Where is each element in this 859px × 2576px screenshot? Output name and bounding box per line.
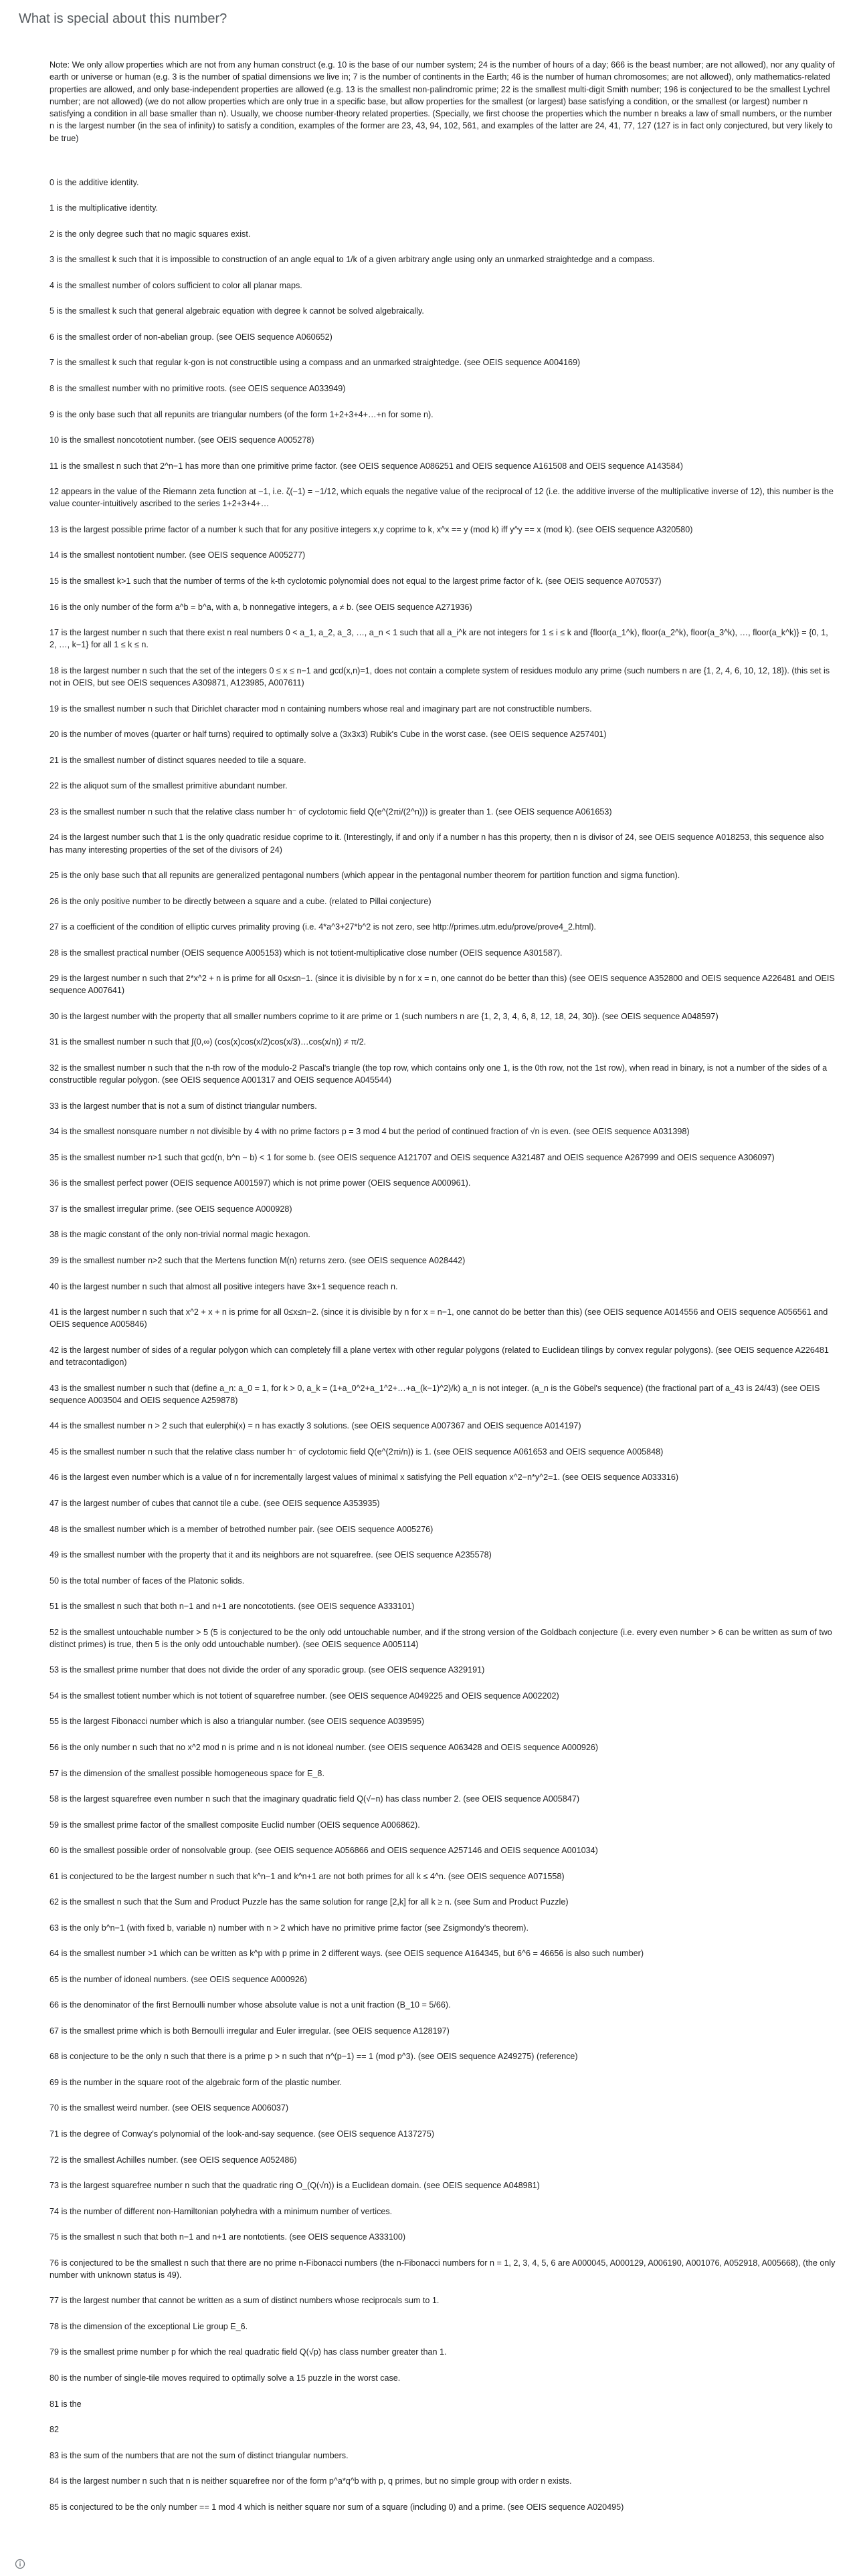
number-fact-61: 61 is conjectured to be the largest number n such that k^n−1 and k^n+1 are not both primes for all k ≤ 4^n. (see OEIS sequence A071558) [50, 1871, 565, 1881]
number-fact-22: 22 is the aliquot sum of the smallest primitive abundant number. [50, 781, 288, 791]
number-fact-3: 3 is the smallest k such that it is impossible to construction of an angle equal to 1/k of a given arbitrary angle using only an unmarked straightedge and a compass. [50, 255, 655, 265]
number-fact-43: 43 is the smallest number n such that (define a_n: a_0 = 1, for k > 0, a_k = (1+a_0^2+a_1^2+…+a_(k−1)^2)/k) a_n is not integer. (a_n is the Göbel's sequence) (the fractional part of a_43 is 24/43) (see OEIS sequence A003504 and OEIS sequence A259878) [50, 1383, 820, 1405]
number-fact-17: 17 is the largest number n such that there exist n real numbers 0 < a_1, a_2, a_3, …, a_n < 1 such that all a_i^k are not integers for 1 ≤ i ≤ k and {floor(a_1^k), floor(a_2^k), floor(a_3^k), …, floor(a_k^k)} = {0, 1, 2, …, k−1} for all 1 ≤ k ≤ n. [50, 628, 828, 650]
number-list [50, 177, 836, 2513]
number-fact-28: 28 is the smallest practical number (OEIS sequence A005153) which is not totient-multiplicative close number (OEIS sequence A301587). [50, 948, 563, 958]
number-fact-81: 81 is the [50, 2399, 82, 2409]
number-fact-41: 41 is the largest number n such that x^2 + x + n is prime for all 0≤x≤n−2. (since it is divisible by n for x = n−1, one cannot do be better than this) (see OEIS sequence A014556 and OEIS sequence A056561 and OEIS sequence A005846) [50, 1307, 828, 1329]
number-fact-77: 77 is the largest number that cannot be written as a sum of distinct numbers whose reciprocals sum to 1. [50, 2296, 440, 2306]
number-fact-38: 38 is the magic constant of the only non-trivial normal magic hexagon. [50, 1230, 310, 1240]
number-fact-71: 71 is the degree of Conway's polynomial of the look-and-say sequence. (see OEIS sequence A137275) [50, 2129, 435, 2139]
number-fact-6: 6 is the smallest order of non-abelian group. (see OEIS sequence A060652) [50, 332, 332, 342]
number-fact-58: 58 is the largest squarefree even number n such that the imaginary quadratic field Q(√−n) has class number 2. (see OEIS sequence A005847) [50, 1794, 580, 1804]
note-paragraph: Note: We only allow properties which are not from any human construct (e.g. 10 is the base of our number system; 24 is the number of hours of a day; 666 is the beast number; are not allowed), nor any quality of earth or universe or human (e.g. 3 is the number of spatial dimensions we live in; 7 is the number of continents in the Earth; 46 is the number of human chromosomes; are not allowed), only mathematics-related properties are allowed, and only base-independent properties are allowed (e.g. 13 is the smallest non-palindromic prime; 22 is the smallest multi-digit Smith number; 196 is conjectured to be the smallest Lychrel number; are not allowed) (we do not allow properties which are only true in a specific base, but allow properties for the smallest (or largest) base satisfying a condition, or the smallest (or largest) number n satisfying a condition in all base smaller than n). Usually, we choose number-theory related properties. (Specially, we first choose the properties which the number n breaks a law of small numbers, or the number n is the largest number (in the sea of infinity) to satisfy a condition, examples of the former are 23, 43, 94, 102, 561, and examples of the latter are 24, 41, 77, 127 (127 is in fact only conjectured, but very likely to be true) [50, 60, 835, 143]
page-title: What is special about this number? [19, 11, 227, 26]
info-icon[interactable] [15, 2559, 25, 2569]
number-fact-63: 63 is the only b^n−1 (with fixed b, variable n) number with n > 2 which have no primitive prime factor (see Zsigmondy's theorem). [50, 1923, 529, 1933]
number-fact-82: 82 [50, 2425, 60, 2435]
number-fact-4: 4 is the smallest number of colors sufficient to color all planar maps. [50, 280, 302, 290]
number-fact-32: 32 is the smallest number n such that the n-th row of the modulo-2 Pascal's triangle (the top row, which contains only one 1, is the 0th row, not the 1st row), when read in binary, is not a number of the sides of a constructible regular polygon. (see OEIS sequence A001317 and OEIS sequence A045544) [50, 1063, 828, 1085]
number-fact-69: 69 is the number in the square root of the algebraic form of the plastic number. [50, 2077, 342, 2087]
number-fact-75: 75 is the smallest n such that both n−1 and n+1 are nontotients. (see OEIS sequence A333100) [50, 2232, 406, 2242]
number-fact-74: 74 is the number of different non-Hamiltonian polyhedra with a minimum number of vertices. [50, 2206, 393, 2216]
number-fact-1: 1 is the multiplicative identity. [50, 203, 159, 213]
number-fact-10: 10 is the smallest noncototient number. (see OEIS sequence A005278) [50, 435, 314, 445]
number-fact-76: 76 is conjectured to be the smallest n such that there are no prime n-Fibonacci numbers (the n-Fibonacci numbers for n = 1, 2, 3, 4, 5, 6 are A000045, A000129, A006190, A001076, A052918, A005668), (the only number with unknown status is 49). [50, 2258, 836, 2280]
number-fact-27: 27 is a coefficient of the condition of elliptic curves primality proving (i.e. 4*a^3+27*b^2 is not zero, see http://primes.utm.edu/prove/prove4_2.html). [50, 922, 596, 932]
number-fact-60: 60 is the smallest possible order of nonsolvable group. (see OEIS sequence A056866 and OEIS sequence A257146 and OEIS sequence A001034) [50, 1846, 598, 1856]
number-fact-47: 47 is the largest number of cubes that cannot tile a cube. (see OEIS sequence A353935) [50, 1498, 380, 1508]
number-fact-35: 35 is the smallest number n>1 such that gcd(n, b^n − b) < 1 for some b. (see OEIS sequence A121707 and OEIS sequence A321487 and OEIS sequence A267999 and OEIS sequence A306097) [50, 1152, 775, 1162]
number-fact-33: 33 is the largest number that is not a sum of distinct triangular numbers. [50, 1101, 317, 1111]
number-fact-84: 84 is the largest number n such that n is neither squarefree nor of the form p^a*q^b with p, q primes, but no simple group with order n exists. [50, 2476, 572, 2486]
number-fact-64: 64 is the smallest number >1 which can be written as k^p with p prime in 2 different ways. (see OEIS sequence A164345, but 6^6 = 46656 is also such number) [50, 1949, 644, 1959]
number-fact-50: 50 is the total number of faces of the Platonic solids. [50, 1576, 245, 1586]
number-fact-26: 26 is the only positive number to be directly between a square and a cube. (related to Pillai conjecture) [50, 896, 432, 906]
number-fact-40: 40 is the largest number n such that almost all positive integers have 3x+1 sequence reach n. [50, 1281, 398, 1291]
number-fact-25: 25 is the only base such that all repunits are generalized pentagonal numbers (which appear in the pentagonal number theorem for partition function and sigma function). [50, 871, 680, 881]
number-fact-67: 67 is the smallest prime which is both Bernoulli irregular and Euler irregular. (see OEIS sequence A128197) [50, 2026, 450, 2036]
number-fact-16: 16 is the only number of the form a^b = b^a, with a, b nonnegative integers, a ≠ b. (see OEIS sequence A271936) [50, 602, 472, 612]
number-fact-9: 9 is the only base such that all repunits are triangular numbers (of the form 1+2+3+4+…+n for some n). [50, 409, 434, 419]
number-fact-7: 7 is the smallest k such that regular k-gon is not constructible using a compass and an unmarked straightedge. (see OEIS sequence A004169) [50, 358, 581, 368]
number-fact-24: 24 is the largest number such that 1 is the only quadratic residue coprime to it. (Interestingly, if and only if a number n has this property, then n is divisor of 24, see OEIS sequence A018253, this sequence also has many interesting properties of the set of the divisors of 24) [50, 833, 824, 855]
number-fact-53: 53 is the smallest prime number that does not divide the order of any sporadic group. (see OEIS sequence A329191) [50, 1665, 485, 1675]
number-fact-73: 73 is the largest squarefree number n such that the quadratic ring O_(Q(√n)) is a Euclidean domain. (see OEIS sequence A048981) [50, 2181, 540, 2191]
number-fact-54: 54 is the smallest totient number which is not totient of squarefree number. (see OEIS sequence A049225 and OEIS sequence A002202) [50, 1691, 559, 1701]
number-fact-65: 65 is the number of idoneal numbers. (see OEIS sequence A000926) [50, 1974, 308, 1984]
number-fact-11: 11 is the smallest n such that 2^n−1 has more than one primitive prime factor. (see OEIS sequence A086251 and OEIS sequence A161508 and OEIS sequence A143584) [50, 461, 683, 471]
number-fact-66: 66 is the denominator of the first Bernoulli number whose absolute value is not a unit fraction (B_10 = 5/66). [50, 2000, 451, 2010]
number-fact-21: 21 is the smallest number of distinct squares needed to tile a square. [50, 755, 306, 765]
number-fact-36: 36 is the smallest perfect power (OEIS sequence A001597) which is not prime power (OEIS sequence A000961). [50, 1178, 471, 1188]
number-fact-0: 0 is the additive identity. [50, 177, 139, 187]
number-fact-8: 8 is the smallest number with no primitive roots. (see OEIS sequence A033949) [50, 384, 346, 393]
number-fact-12: 12 appears in the value of the Riemann zeta function at −1, i.e. ζ(−1) = −1/12, which equals the negative value of the reciprocal of 12 (i.e. the additive inverse of the multiplicative inverse of 12), this number is the value counter-intuitively ascribed to the series 1+2+3+4+… [50, 487, 834, 509]
number-fact-79: 79 is the smallest prime number p for which the real quadratic field Q(√p) has class number greater than 1. [50, 2347, 447, 2357]
number-fact-13: 13 is the largest possible prime factor of a number k such that for any positive integers x,y coprime to k, x^x == y (mod k) iff y^y == x (mod k). (see OEIS sequence A320580) [50, 524, 693, 534]
main-content [50, 59, 836, 2527]
number-fact-70: 70 is the smallest weird number. (see OEIS sequence A006037) [50, 2103, 289, 2113]
number-fact-15: 15 is the smallest k>1 such that the number of terms of the k-th cyclotomic polynomial does not equal to the largest prime factor of k. (see OEIS sequence A070537) [50, 576, 662, 586]
number-fact-29: 29 is the largest number n such that 2*x^2 + n is prime for all 0≤x≤n−1. (since it is divisible by n for x = n, one cannot do be better than this) (see OEIS sequence A352800 and OEIS sequence A226481 and OEIS sequence A007641) [50, 974, 835, 996]
number-fact-31: 31 is the smallest number n such that ∫(0,∞) (cos(x)cos(x/2)cos(x/3)…cos(x/n)) ≠ π/2. [50, 1037, 367, 1047]
number-fact-85: 85 is conjectured to be the only number == 1 mod 4 which is neither square nor sum of a square (including 0) and a prime. (see OEIS sequence A020495) [50, 2502, 624, 2512]
number-fact-34: 34 is the smallest nonsquare number n not divisible by 4 with no prime factors p = 3 mod 4 but the period of continued fraction of √n is even. (see OEIS sequence A031398) [50, 1127, 690, 1137]
number-fact-52: 52 is the smallest untouchable number > 5 (5 is conjectured to be the only odd untouchable number, and if the strong version of the Goldbach conjecture (i.e. every even number > 6 can be written as sum of two distinct primes) is true, then 5 is the only odd untouchable number). (see OEIS sequence A005114) [50, 1627, 832, 1649]
number-fact-20: 20 is the number of moves (quarter or half turns) required to optimally solve a (3x3x3) Rubik's Cube in the worst case. (see OEIS sequence A257401) [50, 730, 607, 740]
number-fact-48: 48 is the smallest number which is a member of betrothed number pair. (see OEIS sequence A005276) [50, 1524, 434, 1534]
number-fact-62: 62 is the smallest n such that the Sum and Product Puzzle has the same solution for range [2,k] for all k ≥ n. (see Sum and Product Puzzle) [50, 1897, 569, 1907]
number-fact-42: 42 is the largest number of sides of a regular polygon which can completely fill a plane vertex with other regular polygons (related to Euclidean tilings by convex regular polygons). (see OEIS sequence A226481 and tetracontadigon) [50, 1345, 829, 1368]
number-fact-78: 78 is the dimension of the exceptional Lie group E_6. [50, 2321, 248, 2331]
number-fact-83: 83 is the sum of the numbers that are not the sum of distinct triangular numbers. [50, 2450, 349, 2460]
number-fact-56: 56 is the only number n such that no x^2 mod n is prime and n is not idoneal number. (see OEIS sequence A063428 and OEIS sequence A000926) [50, 1743, 599, 1752]
number-fact-46: 46 is the largest even number which is a value of n for incrementally largest values of minimal x satisfying the Pell equation x^2−n*y^2=1. (see OEIS sequence A033316) [50, 1473, 679, 1483]
number-fact-49: 49 is the smallest number with the property that it and its neighbors are not squarefree. (see OEIS sequence A235578) [50, 1550, 492, 1560]
number-fact-80: 80 is the number of single-tile moves required to optimally solve a 15 puzzle in the worst case. [50, 2373, 401, 2383]
number-fact-37: 37 is the smallest irregular prime. (see OEIS sequence A000928) [50, 1204, 292, 1214]
number-fact-45: 45 is the smallest number n such that the relative class number h⁻ of cyclotomic field Q(e^(2πi/n)) is 1. (see OEIS sequence A061653 and OEIS sequence A005848) [50, 1446, 664, 1457]
number-fact-51: 51 is the smallest n such that both n−1 and n+1 are noncototients. (see OEIS sequence A333101) [50, 1602, 415, 1612]
number-fact-72: 72 is the smallest Achilles number. (see OEIS sequence A052486) [50, 2155, 297, 2165]
number-fact-14: 14 is the smallest nontotient number. (see OEIS sequence A005277) [50, 550, 306, 560]
number-fact-57: 57 is the dimension of the smallest possible homogeneous space for E_8. [50, 1768, 324, 1778]
number-fact-39: 39 is the smallest number n>2 such that the Mertens function M(n) returns zero. (see OEIS sequence A028442) [50, 1255, 466, 1265]
number-fact-5: 5 is the smallest k such that general algebraic equation with degree k cannot be solved algebraically. [50, 306, 424, 316]
number-fact-2: 2 is the only degree such that no magic squares exist. [50, 229, 251, 239]
number-fact-44: 44 is the smallest number n > 2 such that eulerphi(x) = n has exactly 3 solutions. (see OEIS sequence A007367 and OEIS sequence A014197) [50, 1421, 581, 1431]
number-fact-59: 59 is the smallest prime factor of the smallest composite Euclid number (OEIS sequence A006862). [50, 1820, 420, 1830]
number-fact-19: 19 is the smallest number n such that Dirichlet character mod n containing numbers whose real and imaginary part are not constructible numbers. [50, 704, 592, 714]
number-fact-55: 55 is the largest Fibonacci number which is also a triangular number. (see OEIS sequence A039595) [50, 1717, 425, 1727]
number-fact-18: 18 is the largest number n such that the set of the integers 0 ≤ x ≤ n−1 and gcd(x,n)=1, does not contain a complete system of residues modulo any prime (such numbers n are {1, 2, 4, 6, 10, 12, 18}). (this set is not in OEIS, but see OEIS sequences A309871, A123985, A007611) [50, 665, 830, 688]
number-fact-68: 68 is conjecture to be the only n such that there is a prime p > n such that n^(p−1) == 1 (mod p^3). (see OEIS sequence A249275) (reference) [50, 2052, 578, 2062]
number-fact-23: 23 is the smallest number n such that the relative class number h⁻ of cyclotomic field Q(e^(2πi/(2^n))) is greater than 1. (see OEIS sequence A061653) [50, 807, 612, 817]
number-fact-30: 30 is the largest number with the property that all smaller numbers coprime to it are prime or 1 (such numbers n are {1, 2, 3, 4, 6, 8, 12, 18, 24, 30}). (see OEIS sequence A048597) [50, 1011, 719, 1021]
